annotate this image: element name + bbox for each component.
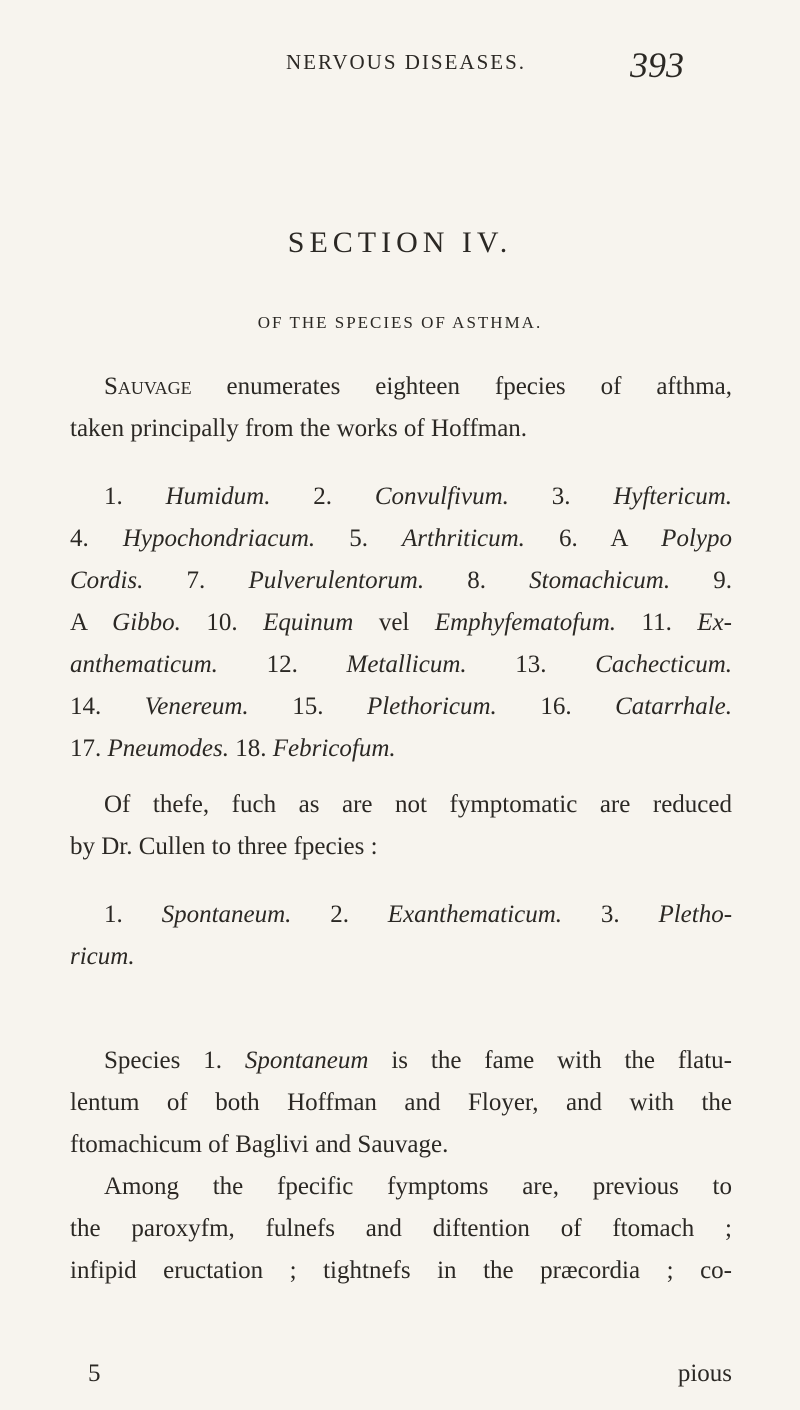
running-title: NERVOUS DISEASES.	[286, 50, 527, 74]
species-name: Spontaneum.	[161, 901, 292, 928]
species-name: Emphyfematofum.	[434, 609, 617, 636]
page-number: 393	[630, 45, 684, 85]
species-name: Equinum	[263, 609, 354, 636]
text-line: Of thefe, fuch as are not fymptomatic are reduced	[104, 791, 732, 818]
species-name: Arthriticum.	[402, 525, 525, 552]
species-name: Gibbo.	[112, 609, 181, 636]
text-line: infipid eructation ; tightnefs in the præcordia ; co-	[70, 1257, 732, 1284]
species-one-paragraph	[70, 1040, 732, 1166]
list-line	[70, 476, 732, 518]
list-number: 1.	[104, 901, 162, 928]
text-line: the paroxyfm, fulnefs and diftention of ftomach ;	[70, 1215, 732, 1242]
author-name: Sauvage	[104, 373, 192, 400]
list-number: 2.	[291, 901, 388, 928]
species-name: Plethoricum.	[366, 693, 497, 720]
running-head	[0, 44, 800, 94]
list-number: 11.	[616, 609, 698, 636]
list-number: 15.	[248, 693, 367, 720]
species-name: Hyftericum.	[613, 483, 733, 510]
species-name: Pletho-	[658, 901, 733, 928]
species-name: anthematicum.	[70, 651, 218, 678]
list-number: 12.	[217, 651, 347, 678]
list-number: 7.	[143, 567, 249, 594]
cullen-paragraph	[70, 784, 732, 868]
list-number: 1.	[104, 483, 166, 510]
section-title: SECTION IV.	[287, 226, 513, 259]
species-name: Metallicum.	[346, 651, 467, 678]
species-name: Humidum.	[165, 483, 271, 510]
species-name: Febricofum.	[272, 735, 396, 762]
text-line	[70, 366, 732, 408]
list-number: 14.	[70, 693, 145, 720]
list-line	[70, 518, 732, 560]
species-name: Polypo	[661, 525, 732, 552]
species-name: Catarrhale.	[615, 693, 732, 720]
list-number: 3.	[508, 483, 614, 510]
list-number: 9.	[670, 567, 733, 594]
species-name: Convulfivum.	[374, 483, 509, 510]
species-name: Pulverulentorum.	[248, 567, 425, 594]
list-line	[70, 560, 732, 602]
text-line: Among the fpecific fymptoms are, previous to	[104, 1173, 732, 1200]
text-line: by Dr. Cullen to three fpecies :	[70, 833, 378, 860]
text-span: is the fame with the flatu-	[368, 1047, 732, 1074]
text-line: taken principally from the works of Hoffman.	[70, 415, 528, 442]
text-line: lentum of both Hoffman and Floyer, and with the	[70, 1089, 732, 1116]
catchword: pious	[677, 1360, 732, 1387]
text-span: enumerates eighteen fpecies of afthma,	[191, 373, 732, 400]
list-number: vel	[353, 609, 435, 636]
list-number: 5.	[315, 525, 403, 552]
section-subtitle: OF THE SPECIES OF ASTHMA.	[257, 313, 543, 332]
species-name: Hypochondriacum.	[122, 525, 316, 552]
list-number: 10.	[180, 609, 264, 636]
list-line	[70, 728, 732, 770]
species-name: Cordis.	[70, 567, 144, 594]
list-number: 13.	[466, 651, 596, 678]
cullen-species-list	[70, 894, 732, 978]
species-name: Stomachicum.	[529, 567, 671, 594]
list-line	[70, 602, 732, 644]
sauvage-species-list	[70, 476, 732, 770]
intro-paragraph	[70, 366, 732, 450]
species-name: Pneumodes.	[107, 735, 229, 762]
species-name: Venereum.	[144, 693, 249, 720]
species-name: Exanthematicum.	[387, 901, 563, 928]
species-name: Ex-	[697, 609, 732, 636]
list-number: 18.	[229, 735, 273, 762]
species-name: Spontaneum	[244, 1047, 369, 1074]
symptoms-paragraph	[70, 1166, 732, 1292]
list-number: 17.	[70, 735, 108, 762]
list-number: 6. A	[524, 525, 662, 552]
list-number: 16.	[496, 693, 616, 720]
list-number: 8.	[424, 567, 530, 594]
list-number: 4.	[70, 525, 123, 552]
list-number: 3.	[562, 901, 659, 928]
list-number: 2.	[270, 483, 375, 510]
text-line	[70, 1040, 732, 1082]
list-line: ricum.	[70, 943, 135, 970]
list-number: A	[70, 609, 113, 636]
text-line: ftomachicum of Baglivi and Sauvage.	[70, 1131, 449, 1158]
signature-mark: 5	[88, 1360, 101, 1387]
list-line	[70, 644, 732, 686]
page-footer	[70, 1360, 732, 1400]
list-line	[70, 686, 732, 728]
species-name: Cachecticum.	[595, 651, 733, 678]
text-span: Species 1.	[104, 1047, 245, 1074]
list-line	[70, 894, 732, 936]
